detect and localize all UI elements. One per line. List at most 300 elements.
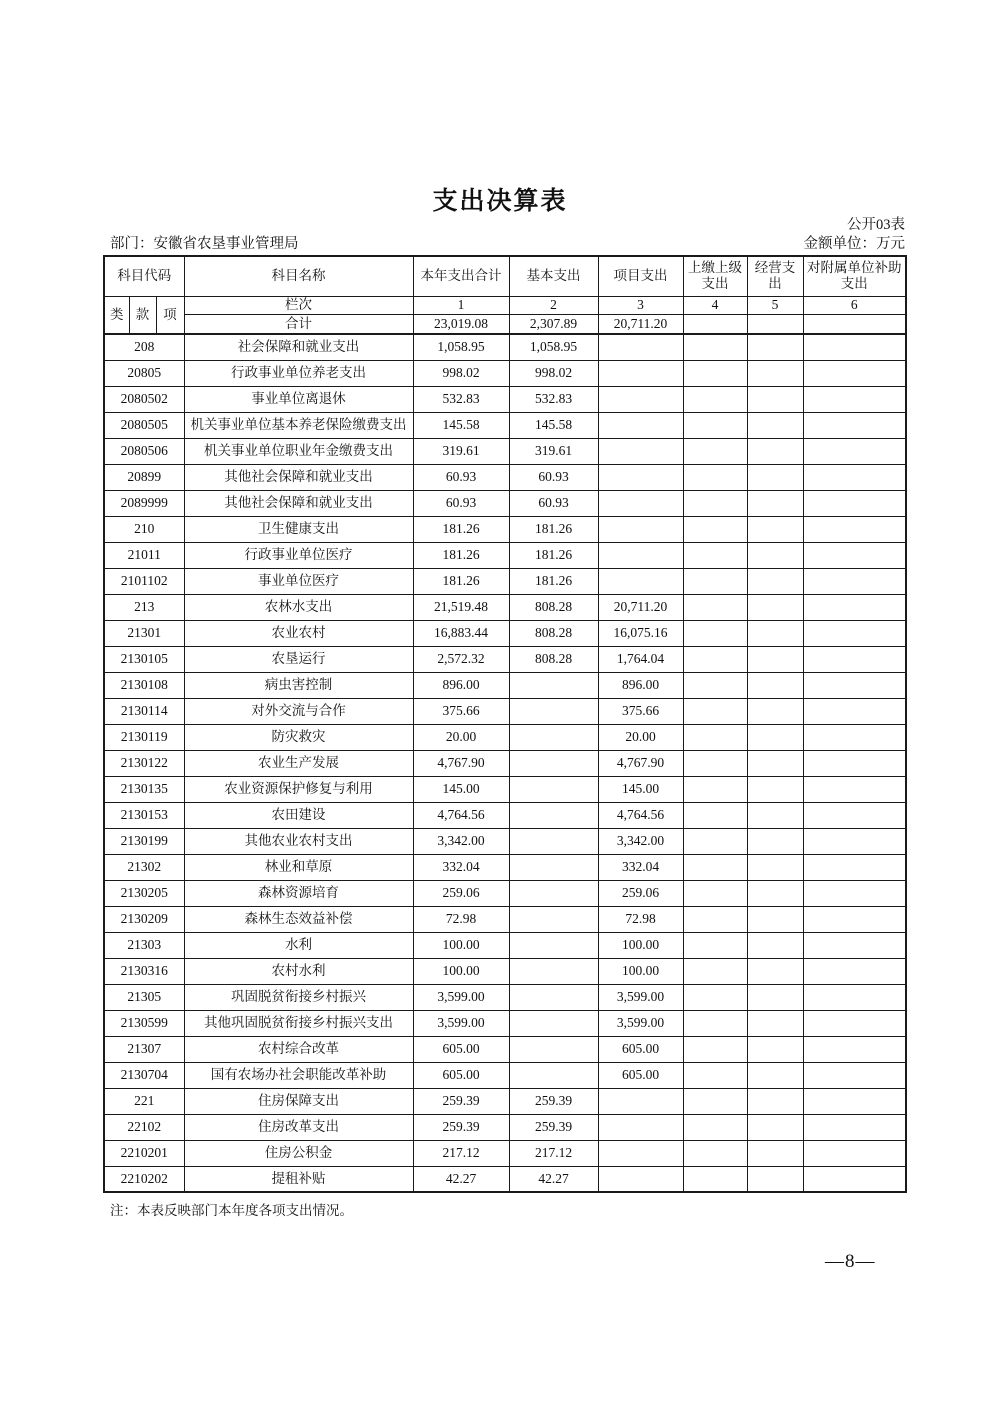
header-upper-level-expenditure: 上缴上级支出 (683, 256, 747, 296)
value-cell (803, 386, 906, 412)
value-cell: 332.04 (598, 854, 683, 880)
value-cell: 998.02 (509, 360, 598, 386)
value-cell (598, 1140, 683, 1166)
subject-name-cell: 农业农村 (184, 620, 413, 646)
value-cell (747, 490, 803, 516)
value-cell: 808.28 (509, 594, 598, 620)
value-cell (598, 360, 683, 386)
value-cell: 808.28 (509, 620, 598, 646)
value-cell (803, 1062, 906, 1088)
value-cell: 259.39 (509, 1088, 598, 1114)
table-row (104, 620, 906, 646)
value-cell: 1,764.04 (598, 646, 683, 672)
subject-name-cell: 水利 (184, 932, 413, 958)
header-subject-name: 科目名称 (184, 256, 413, 296)
subject-name-cell: 行政事业单位医疗 (184, 542, 413, 568)
subject-code-cell: 2130119 (104, 724, 184, 750)
value-cell: 3,342.00 (413, 828, 509, 854)
value-cell (509, 1062, 598, 1088)
value-cell (683, 802, 747, 828)
value-cell (683, 932, 747, 958)
subject-code-cell: 2130108 (104, 672, 184, 698)
value-cell (683, 698, 747, 724)
header-subject-code: 科目代码 (104, 256, 184, 296)
subject-name-cell: 提租补贴 (184, 1166, 413, 1192)
value-cell: 1,058.95 (509, 334, 598, 360)
subject-code-cell: 2101102 (104, 568, 184, 594)
value-cell (803, 854, 906, 880)
value-cell: 605.00 (598, 1062, 683, 1088)
header-col-2: 2 (509, 296, 598, 314)
footnote: 注：本表反映部门本年度各项支出情况。 (110, 1203, 353, 1218)
subject-name-cell: 农业生产发展 (184, 750, 413, 776)
table-row (104, 1140, 906, 1166)
table-row (104, 542, 906, 568)
value-cell (747, 360, 803, 386)
value-cell (598, 438, 683, 464)
value-cell: 375.66 (598, 698, 683, 724)
table-row (104, 698, 906, 724)
value-cell (598, 568, 683, 594)
table-row (104, 1010, 906, 1036)
subject-name-cell: 农村水利 (184, 958, 413, 984)
value-cell: 20.00 (413, 724, 509, 750)
totals-value: 2,307.89 (509, 314, 598, 334)
value-cell (683, 568, 747, 594)
value-cell (509, 672, 598, 698)
table-row (104, 1114, 906, 1140)
subject-code-cell: 20805 (104, 360, 184, 386)
value-cell: 532.83 (509, 386, 598, 412)
value-cell: 60.93 (413, 490, 509, 516)
value-cell: 42.27 (509, 1166, 598, 1192)
value-cell (803, 802, 906, 828)
value-cell: 42.27 (413, 1166, 509, 1192)
subject-code-cell: 2130135 (104, 776, 184, 802)
value-cell: 605.00 (413, 1062, 509, 1088)
value-cell (747, 1140, 803, 1166)
value-cell (747, 880, 803, 906)
table-row (104, 360, 906, 386)
subject-name-cell: 其他巩固脱贫衔接乡村振兴支出 (184, 1010, 413, 1036)
value-cell (747, 646, 803, 672)
value-cell (747, 620, 803, 646)
value-cell (747, 698, 803, 724)
value-cell: 3,599.00 (598, 984, 683, 1010)
value-cell (747, 438, 803, 464)
value-cell: 181.26 (509, 516, 598, 542)
value-cell (803, 594, 906, 620)
value-cell (747, 984, 803, 1010)
value-cell: 3,342.00 (598, 828, 683, 854)
table-row (104, 880, 906, 906)
table-row (104, 854, 906, 880)
value-cell (683, 1088, 747, 1114)
table-row (104, 490, 906, 516)
table-row (104, 1088, 906, 1114)
value-cell: 808.28 (509, 646, 598, 672)
value-cell: 532.83 (413, 386, 509, 412)
header-col-6: 6 (803, 296, 906, 314)
subject-code-cell: 2130114 (104, 698, 184, 724)
table-row (104, 906, 906, 932)
totals-value: 20,711.20 (598, 314, 683, 334)
value-cell (683, 542, 747, 568)
value-cell (747, 1088, 803, 1114)
value-cell: 3,599.00 (598, 1010, 683, 1036)
subject-code-cell: 2080502 (104, 386, 184, 412)
subject-code-cell: 21305 (104, 984, 184, 1010)
value-cell: 332.04 (413, 854, 509, 880)
value-cell (683, 1036, 747, 1062)
department-label: 部门：安徽省农垦事业管理局 (110, 236, 299, 252)
subject-code-cell: 2130122 (104, 750, 184, 776)
table-row (104, 776, 906, 802)
value-cell (683, 1114, 747, 1140)
value-cell (683, 464, 747, 490)
value-cell (747, 672, 803, 698)
value-cell (509, 750, 598, 776)
value-cell (683, 1062, 747, 1088)
subject-name-cell: 事业单位医疗 (184, 568, 413, 594)
subject-name-cell: 事业单位离退休 (184, 386, 413, 412)
subject-code-cell: 2089999 (104, 490, 184, 516)
value-cell (747, 828, 803, 854)
subject-name-cell: 其他社会保障和就业支出 (184, 464, 413, 490)
header-operating-expenditure: 经营支出 (747, 256, 803, 296)
subject-code-cell: 2210201 (104, 1140, 184, 1166)
value-cell: 4,767.90 (598, 750, 683, 776)
value-cell: 181.26 (413, 516, 509, 542)
value-cell (803, 334, 906, 360)
value-cell (683, 646, 747, 672)
value-cell: 181.26 (509, 542, 598, 568)
value-cell: 4,764.56 (413, 802, 509, 828)
value-cell: 605.00 (413, 1036, 509, 1062)
value-cell (803, 698, 906, 724)
table-row (104, 1166, 906, 1192)
header-col-4: 4 (683, 296, 747, 314)
value-cell (747, 1010, 803, 1036)
value-cell: 145.00 (598, 776, 683, 802)
totals-value (747, 314, 803, 334)
subject-code-cell: 221 (104, 1088, 184, 1114)
value-cell (747, 594, 803, 620)
value-cell: 4,767.90 (413, 750, 509, 776)
value-cell: 60.93 (509, 464, 598, 490)
value-cell (747, 1114, 803, 1140)
value-cell (747, 412, 803, 438)
subject-name-cell: 农业资源保护修复与利用 (184, 776, 413, 802)
header-code-section: 款 (129, 296, 156, 334)
value-cell (509, 906, 598, 932)
value-cell: 16,883.44 (413, 620, 509, 646)
value-cell: 2,572.32 (413, 646, 509, 672)
value-cell: 145.58 (509, 412, 598, 438)
value-cell (509, 1010, 598, 1036)
value-cell (803, 958, 906, 984)
value-cell: 72.98 (598, 906, 683, 932)
value-cell (803, 438, 906, 464)
header-code-item: 项 (156, 296, 184, 334)
value-cell (803, 828, 906, 854)
subject-name-cell: 农垦运行 (184, 646, 413, 672)
value-cell (747, 776, 803, 802)
value-cell (803, 1036, 906, 1062)
value-cell (683, 1166, 747, 1192)
table-row (104, 334, 906, 360)
header-row-main (104, 256, 906, 296)
value-cell (747, 906, 803, 932)
value-cell (683, 386, 747, 412)
value-cell (509, 776, 598, 802)
value-cell: 998.02 (413, 360, 509, 386)
table-row (104, 646, 906, 672)
value-cell (803, 516, 906, 542)
subject-code-cell: 21011 (104, 542, 184, 568)
table-row (104, 984, 906, 1010)
header-code-class: 类 (104, 296, 129, 334)
header-basic-expenditure: 基本支出 (509, 256, 598, 296)
value-cell (683, 854, 747, 880)
value-cell (683, 334, 747, 360)
table-row (104, 1036, 906, 1062)
value-cell (803, 1010, 906, 1036)
table-row (104, 438, 906, 464)
subject-code-cell: 2210202 (104, 1166, 184, 1192)
table-row (104, 1062, 906, 1088)
subject-code-cell: 2080505 (104, 412, 184, 438)
value-cell (747, 542, 803, 568)
value-cell (747, 1036, 803, 1062)
value-cell (803, 1114, 906, 1140)
header-col-5: 5 (747, 296, 803, 314)
value-cell (803, 932, 906, 958)
value-cell (598, 1088, 683, 1114)
subject-code-cell: 21301 (104, 620, 184, 646)
value-cell (803, 360, 906, 386)
subject-code-cell: 208 (104, 334, 184, 360)
totals-row (104, 314, 906, 334)
value-cell: 217.12 (413, 1140, 509, 1166)
value-cell (598, 464, 683, 490)
header-project-expenditure: 项目支出 (598, 256, 683, 296)
subject-name-cell: 农田建设 (184, 802, 413, 828)
subject-name-cell: 巩固脱贫衔接乡村振兴 (184, 984, 413, 1010)
value-cell (747, 464, 803, 490)
value-cell (683, 828, 747, 854)
value-cell: 896.00 (413, 672, 509, 698)
header-rank-label: 栏次 (184, 296, 413, 314)
value-cell (803, 776, 906, 802)
value-cell (598, 1166, 683, 1192)
value-cell: 145.58 (413, 412, 509, 438)
table-row (104, 802, 906, 828)
value-cell: 181.26 (413, 542, 509, 568)
subject-code-cell: 2080506 (104, 438, 184, 464)
value-cell (683, 672, 747, 698)
header-col-3: 3 (598, 296, 683, 314)
value-cell (598, 542, 683, 568)
value-cell: 605.00 (598, 1036, 683, 1062)
subject-code-cell: 21307 (104, 1036, 184, 1062)
value-cell: 375.66 (413, 698, 509, 724)
value-cell (509, 932, 598, 958)
value-cell (747, 724, 803, 750)
value-cell: 4,764.56 (598, 802, 683, 828)
value-cell: 72.98 (413, 906, 509, 932)
value-cell: 145.00 (413, 776, 509, 802)
value-cell (803, 620, 906, 646)
value-cell (683, 490, 747, 516)
subject-code-cell: 2130205 (104, 880, 184, 906)
value-cell (683, 360, 747, 386)
value-cell (683, 724, 747, 750)
page-title: 支出决算表 (432, 187, 568, 215)
value-cell (803, 464, 906, 490)
value-cell (803, 1140, 906, 1166)
table-row (104, 750, 906, 776)
subject-name-cell: 其他农业农村支出 (184, 828, 413, 854)
value-cell (509, 1036, 598, 1062)
table-row (104, 958, 906, 984)
value-cell: 259.39 (413, 1114, 509, 1140)
subject-code-cell: 2130209 (104, 906, 184, 932)
subject-code-cell: 2130316 (104, 958, 184, 984)
subject-name-cell: 社会保障和就业支出 (184, 334, 413, 360)
subject-name-cell: 住房改革支出 (184, 1114, 413, 1140)
table-row (104, 412, 906, 438)
subject-name-cell: 对外交流与合作 (184, 698, 413, 724)
table-row (104, 516, 906, 542)
subject-name-cell: 林业和草原 (184, 854, 413, 880)
subject-name-cell: 机关事业单位基本养老保险缴费支出 (184, 412, 413, 438)
value-cell (747, 932, 803, 958)
value-cell: 21,519.48 (413, 594, 509, 620)
header-row-columns (104, 296, 906, 314)
value-cell (747, 568, 803, 594)
value-cell (598, 412, 683, 438)
value-cell: 16,075.16 (598, 620, 683, 646)
value-cell (509, 958, 598, 984)
value-cell (683, 594, 747, 620)
table-row (104, 386, 906, 412)
value-cell (747, 1166, 803, 1192)
subject-code-cell: 20899 (104, 464, 184, 490)
subject-name-cell: 农村综合改革 (184, 1036, 413, 1062)
table-row (104, 724, 906, 750)
subject-name-cell: 病虫害控制 (184, 672, 413, 698)
value-cell (509, 880, 598, 906)
table-body (104, 334, 906, 1192)
totals-value (683, 314, 747, 334)
value-cell (598, 1114, 683, 1140)
subject-name-cell: 森林生态效益补偿 (184, 906, 413, 932)
subject-name-cell: 住房保障支出 (184, 1088, 413, 1114)
value-cell: 896.00 (598, 672, 683, 698)
value-cell (803, 542, 906, 568)
subject-name-cell: 农林水支出 (184, 594, 413, 620)
value-cell (509, 802, 598, 828)
value-cell (803, 906, 906, 932)
subject-name-cell: 卫生健康支出 (184, 516, 413, 542)
value-cell: 319.61 (509, 438, 598, 464)
subject-code-cell: 2130599 (104, 1010, 184, 1036)
value-cell (803, 984, 906, 1010)
value-cell (683, 958, 747, 984)
subject-code-cell: 2130105 (104, 646, 184, 672)
value-cell (509, 984, 598, 1010)
subject-name-cell: 其他社会保障和就业支出 (184, 490, 413, 516)
value-cell (747, 854, 803, 880)
page-number: —8— (825, 1251, 876, 1272)
value-cell (683, 620, 747, 646)
value-cell (803, 412, 906, 438)
value-cell: 181.26 (413, 568, 509, 594)
value-cell: 259.06 (413, 880, 509, 906)
subject-code-cell: 2130199 (104, 828, 184, 854)
value-cell (803, 568, 906, 594)
value-cell (598, 334, 683, 360)
value-cell: 100.00 (598, 958, 683, 984)
value-cell (683, 1010, 747, 1036)
value-cell: 181.26 (509, 568, 598, 594)
value-cell (683, 1140, 747, 1166)
subject-code-cell: 21303 (104, 932, 184, 958)
subject-name-cell: 机关事业单位职业年金缴费支出 (184, 438, 413, 464)
value-cell: 259.39 (413, 1088, 509, 1114)
header-col-1: 1 (413, 296, 509, 314)
value-cell (509, 828, 598, 854)
value-cell (683, 412, 747, 438)
header-subsidy-expenditure: 对附属单位补助支出 (803, 256, 906, 296)
subject-name-cell: 防灾救灾 (184, 724, 413, 750)
value-cell (598, 516, 683, 542)
value-cell: 60.93 (509, 490, 598, 516)
value-cell (803, 724, 906, 750)
value-cell (803, 490, 906, 516)
subject-name-cell: 国有农场办社会职能改革补助 (184, 1062, 413, 1088)
subject-code-cell: 210 (104, 516, 184, 542)
value-cell: 259.06 (598, 880, 683, 906)
value-cell (803, 750, 906, 776)
value-cell (747, 802, 803, 828)
value-cell: 100.00 (598, 932, 683, 958)
subject-name-cell: 行政事业单位养老支出 (184, 360, 413, 386)
value-cell: 20.00 (598, 724, 683, 750)
value-cell (683, 906, 747, 932)
value-cell (747, 958, 803, 984)
subject-name-cell: 森林资源培育 (184, 880, 413, 906)
value-cell: 20,711.20 (598, 594, 683, 620)
value-cell (803, 1166, 906, 1192)
subject-name-cell: 住房公积金 (184, 1140, 413, 1166)
value-cell (803, 1088, 906, 1114)
value-cell: 100.00 (413, 958, 509, 984)
subject-code-cell: 22102 (104, 1114, 184, 1140)
value-cell (509, 854, 598, 880)
subject-code-cell: 213 (104, 594, 184, 620)
subject-code-cell: 21302 (104, 854, 184, 880)
totals-value (803, 314, 906, 334)
header-total-expenditure: 本年支出合计 (413, 256, 509, 296)
table-row (104, 594, 906, 620)
table-row (104, 672, 906, 698)
table-row (104, 932, 906, 958)
value-cell (683, 438, 747, 464)
value-cell (683, 776, 747, 802)
value-cell: 3,599.00 (413, 1010, 509, 1036)
